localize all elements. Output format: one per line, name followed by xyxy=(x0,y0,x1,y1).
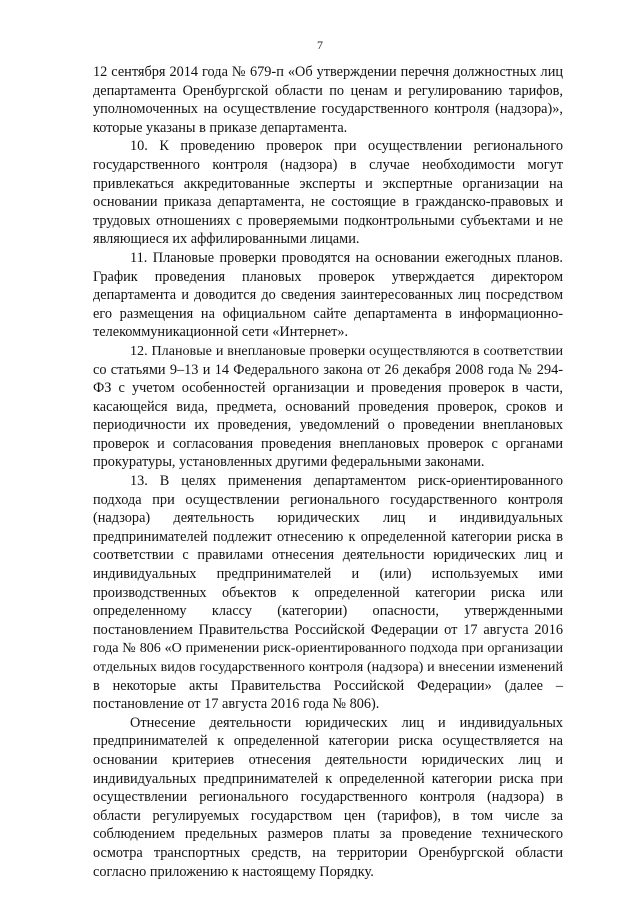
page-number: 7 xyxy=(317,38,323,52)
document-body xyxy=(93,63,563,881)
text-line: производственных объектов к определенной категории риска или xyxy=(93,584,563,601)
text-line: телекоммуникационной сети «Интернет». xyxy=(93,324,349,341)
text-line: которые указаны в приказе департамента. xyxy=(93,119,348,136)
text-line: государственного контроля (надзора) в случае необходимости могут xyxy=(93,156,563,173)
text-line: ФЗ с учетом особенностей организации и проведения проверок в части, xyxy=(93,380,563,397)
text-line: согласно приложению к настоящему Порядку. xyxy=(93,863,374,880)
paragraph xyxy=(93,249,563,342)
text-line: департамента Оренбургской области по ценам и регулированию тарифов, xyxy=(93,82,563,99)
text-line: департамента и доводится до сведения заинтересованных лиц посредством xyxy=(93,287,563,304)
text-line: основании критериев отнесения деятельности юридических лиц и xyxy=(93,751,563,768)
text-line: со статьями 9–13 и 14 Федерального закона от 26 декабря 2008 года № 294- xyxy=(93,361,563,378)
text-line: области регулируемых государством цен (тарифов), в том числе за xyxy=(93,807,563,824)
text-line: соответствии с правилами отнесения деятельности юридических лиц и xyxy=(93,547,563,564)
paragraph xyxy=(93,63,563,137)
text-line: в некоторые акты Правительства Российской Федерации» (далее – xyxy=(93,677,563,694)
paragraph xyxy=(93,137,563,249)
text-line: периодичности их проведения, уведомлений о проведении внеплановых xyxy=(93,417,563,434)
text-line: 13. В целях применения департаментом риск-ориентированного xyxy=(130,473,563,490)
text-line: уполномоченных на осуществление государственного контроля (надзора)», xyxy=(93,101,563,118)
text-line: постановление от 17 августа 2016 года № 806). xyxy=(93,696,380,713)
text-line: определенному классу (категории) опасности, утвержденными xyxy=(93,603,563,620)
text-line: проверок и согласования проведения внеплановых проверок с органами xyxy=(93,435,563,452)
text-line: подхода при осуществлении регионального государственного контроля xyxy=(93,491,563,508)
text-line: индивидуальных предпринимателей и (или) используемых ими xyxy=(93,566,563,583)
text-line: осуществлении регионального государственного контроля (надзора) в xyxy=(93,789,563,806)
text-line: отдельных видов государственного контроля (надзора) и внесении изменений xyxy=(93,659,563,675)
paragraph xyxy=(93,472,563,714)
text-line: года № 806 «О применении риск-ориентированного подхода при организации xyxy=(93,640,563,657)
text-line: являющиеся их аффилированными лицами. xyxy=(93,231,360,248)
text-line: привлекаться аккредитованные эксперты и экспертные организации на xyxy=(93,175,563,192)
text-line: соблюдением предельных размеров платы за проведение технического xyxy=(93,826,563,843)
text-line: постановлением Правительства Российской Федерации от 17 августа 2016 xyxy=(93,621,563,638)
paragraph xyxy=(93,714,563,881)
text-line: Отнесение деятельности юридических лиц и индивидуальных xyxy=(130,714,563,731)
text-line: 11. Плановые проверки проводятся на основании ежегодных планов. xyxy=(130,249,563,266)
paragraph xyxy=(93,342,563,472)
text-line: осмотра транспортных средств, на территории Оренбургской области xyxy=(93,844,563,861)
text-line: основании приказа департамента, не состоящие в гражданско-правовых и xyxy=(93,194,563,211)
text-line: 10. К проведению проверок при осуществлении регионального xyxy=(130,138,563,155)
text-line: касающейся вида, предмета, оснований проведения проверок, сроков и xyxy=(93,398,563,415)
text-line: его размещения на официальном сайте департамента в информационно- xyxy=(93,305,563,322)
text-line: (надзора) деятельность юридических лиц и индивидуальных xyxy=(93,510,563,527)
text-line: трудовых отношениях с проверяемыми подконтрольными субъектами и не xyxy=(93,212,563,229)
text-line: прокуратуры, установленных другими федеральными законами. xyxy=(93,454,485,471)
text-line: предпринимателей к определенной категории риска осуществляется на xyxy=(93,733,563,750)
text-line: 12. Плановые и внеплановые проверки осуществляются в соответствии xyxy=(130,342,563,359)
text-line: График проведения плановых проверок утверждается директором xyxy=(93,268,563,285)
text-line: предпринимателей подлежит отнесению к определенной категории риска в xyxy=(93,528,563,545)
text-line: индивидуальных предпринимателей к определенной категории риска при xyxy=(93,770,563,787)
text-line: 12 сентября 2014 года № 679-п «Об утверждении перечня должностных лиц xyxy=(93,64,563,80)
